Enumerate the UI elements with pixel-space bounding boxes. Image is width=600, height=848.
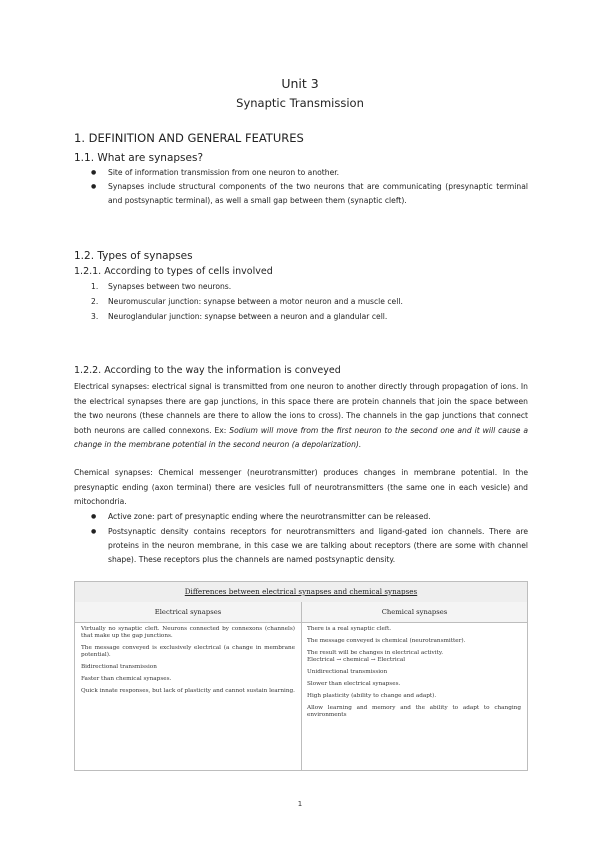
numbered-item — [91, 295, 528, 309]
table-row: Bidirectional transmission — [81, 663, 157, 670]
chemical-synapses-paragraph: Chemical synapses: Chemical messenger (neurotransmitter) produces changes in membrane potential. In the presynaptic ending (axon terminal) there are vesicles full of neurotransmitters (the same one in each vesicle) and mitochondria. — [74, 468, 528, 507]
item-number: 2. — [91, 297, 99, 306]
bullet-item: ● Site of information transmission from one neuron to another. — [108, 166, 528, 180]
table-row: The message conveyed is exclusively electrical (a change in membrane potential). — [81, 644, 295, 658]
column-header-electrical: Electrical synapses — [75, 602, 301, 623]
item-number: 3. — [91, 312, 99, 321]
table-row: Quick innate responses, but lack of plasticity and cannot sustain learning. — [81, 687, 295, 694]
electrical-column-cell — [81, 626, 295, 700]
section-1-2-2-heading: 1.2.2. According to the way the information is conveyed — [74, 365, 341, 376]
electrical-synapses-paragraph — [74, 380, 528, 453]
table-row: High plasticity (ability to change and adapt). — [307, 692, 437, 699]
table-row: Allow learning and memory and the ability to adapt to changing environments — [307, 704, 521, 718]
bullet-item: ● Active zone: part of presynaptic ending where the neurotransmitter can be released. — [108, 510, 528, 524]
bullet-item: ● Postsynaptic density contains receptors for neurotransmitters and ligand-gated ion channels. There are proteins in the neuron membrane, in this case we are talking about receptors (there are some with channel shape). These receptors plus the channels are named postsynaptic density. — [108, 525, 528, 567]
document-subtitle: Synaptic Transmission — [236, 96, 364, 110]
section-1-1-heading: 1.1. What are synapses? — [74, 152, 204, 164]
numbered-item — [91, 310, 528, 324]
section-1-2-heading: 1.2. Types of synapses — [74, 250, 193, 262]
section-1-heading: 1. DEFINITION AND GENERAL FEATURES — [74, 131, 304, 145]
chemical-column-cell — [307, 626, 521, 723]
numbered-item — [91, 280, 528, 294]
unit-title: Unit 3 — [281, 76, 319, 91]
comparison-table — [74, 581, 528, 771]
column-header-chemical: Chemical synapses — [302, 602, 527, 623]
table-row: The result will be changes in electrical activity. — [307, 649, 444, 656]
table-row: The message conveyed is chemical (neurotransmitter). — [307, 637, 466, 644]
column-divider — [301, 602, 302, 770]
table-row: Unidirectional transmission — [307, 668, 388, 675]
table-row: Electrical → chemical → Electrical — [307, 656, 406, 663]
electrical-example-italic: Sodium will move from the first neuron to the second one and it will cause a change in the membrane potential in the second neuron (a depolarization). — [74, 425, 528, 450]
item-text: Neuroglandular junction: synapse between a neuron and a glandular cell. — [108, 312, 388, 321]
section-1-2-1-heading: 1.2.1. According to types of cells involved — [74, 266, 273, 277]
page-number: 1 — [297, 800, 303, 808]
table-title-text: Differences between electrical synapses and chemical synapses — [184, 587, 418, 596]
electrical-text: Electrical synapses: electrical signal is transmitted from one neuron to another directly through propagation of ions. In the electrical synapses there are gap junctions, in this space there are protein channels that join the space between the two neurons (these channels are there to allow the ions to cross). The channels in the gap junctions that connect both neurons are called connexons. Ex: — [74, 382, 528, 435]
table-row: There is a real synaptic cleft. — [307, 626, 392, 632]
item-text: Synapses between two neurons. — [108, 282, 232, 291]
table-row: Virtually no synaptic cleft. Neurons connected by connexons (channels) that make up the gap junctions. — [81, 626, 295, 639]
table-row: Faster than chemical synapses. — [81, 675, 172, 682]
item-number: 1. — [91, 282, 99, 291]
table-row: Slower than electrical synapses. — [307, 680, 401, 687]
bullet-item: ● Synapses include structural components of the two neurons that are communicating (presynaptic terminal and postsynaptic terminal), as well a small gap between them (synaptic cleft). — [108, 180, 528, 208]
item-text: Neuromuscular junction: synapse between a motor neuron and a muscle cell. — [108, 297, 403, 306]
table-title — [75, 582, 527, 603]
